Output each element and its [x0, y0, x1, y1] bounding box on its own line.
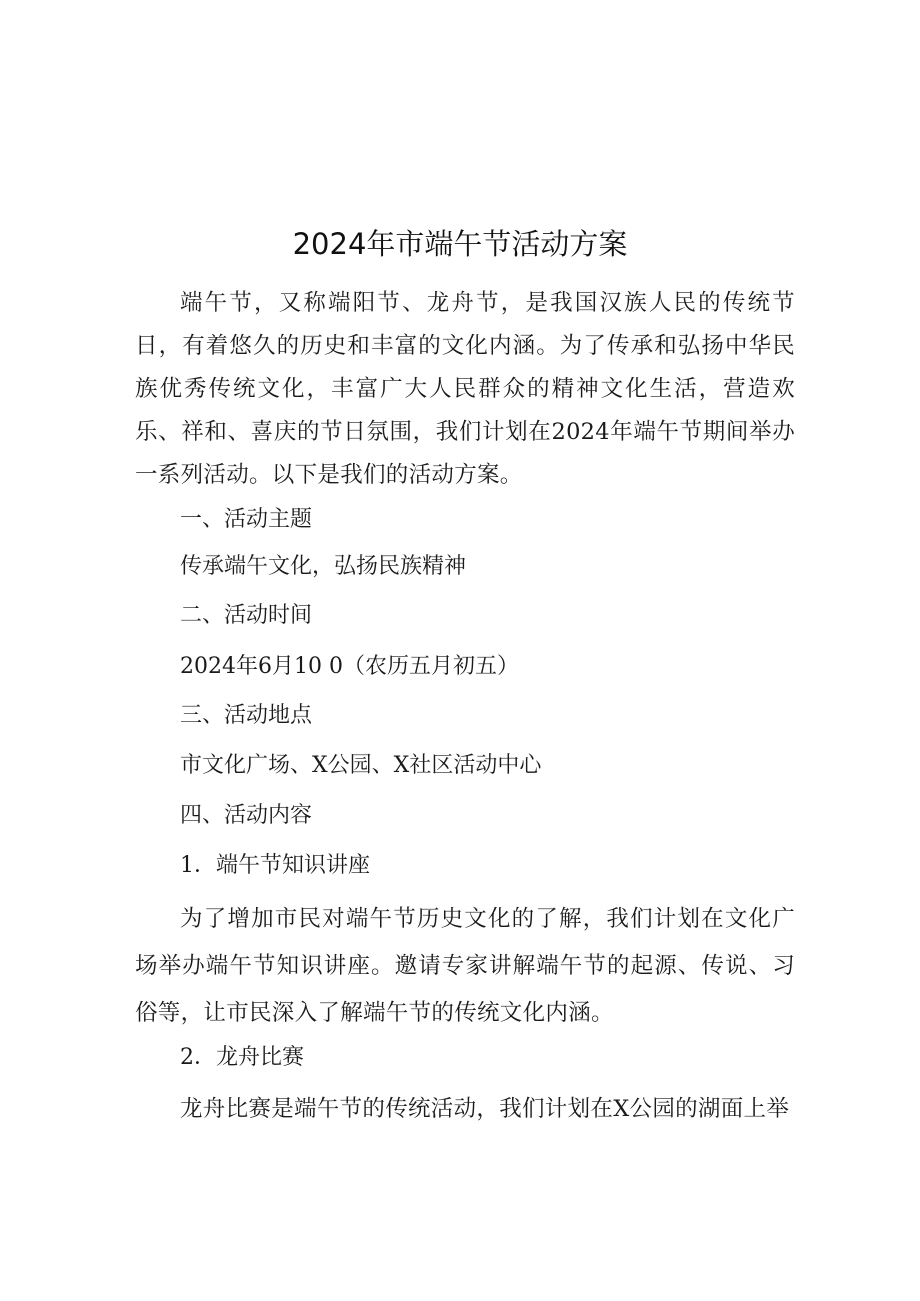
- section-content-theme: 传承端午文化，弘扬民族精神: [180, 554, 467, 579]
- section-heading-location: 三、活动地点: [180, 703, 313, 728]
- item-content-dragon-boat: 龙舟比赛是端午节的传统活动，我们计划在X公园的湖面上举: [180, 1096, 790, 1122]
- document-title: 2024年市端午节活动方案: [292, 227, 628, 261]
- item-content-lecture: 为了增加市民对端午节历史文化的了解，我们计划在文化广场举办端午节知识讲座。邀请专家讲解端午节的起源、传说、习俗等，让市民深入了解端午节的传统文化内涵。: [135, 906, 795, 1026]
- item-heading-lecture: 1．端午节知识讲座: [180, 853, 370, 878]
- section-content-time: 2024年6月10 0（农历五月初五）: [180, 654, 519, 679]
- section-heading-time: 二、活动时间: [180, 603, 313, 628]
- intro-paragraph: 端午节，又称端阳节、龙舟节，是我国汉族人民的传统节日，有着悠久的历史和丰富的文化内涵。为了传承和弘扬中华民族优秀传统文化，丰富广大人民群众的精神文化生活，营造欢乐、祥和、喜庆的节日氛围，我们计划在2024年端午节期间举办一系列活动。以下是我们的活动方案。: [135, 290, 795, 488]
- section-content-location: 市文化广场、X公园、X社区活动中心: [180, 753, 542, 778]
- section-heading-theme: 一、活动主题: [180, 507, 313, 532]
- item-heading-dragon-boat: 2．龙舟比赛: [180, 1045, 304, 1070]
- section-heading-content: 四、活动内容: [180, 803, 313, 828]
